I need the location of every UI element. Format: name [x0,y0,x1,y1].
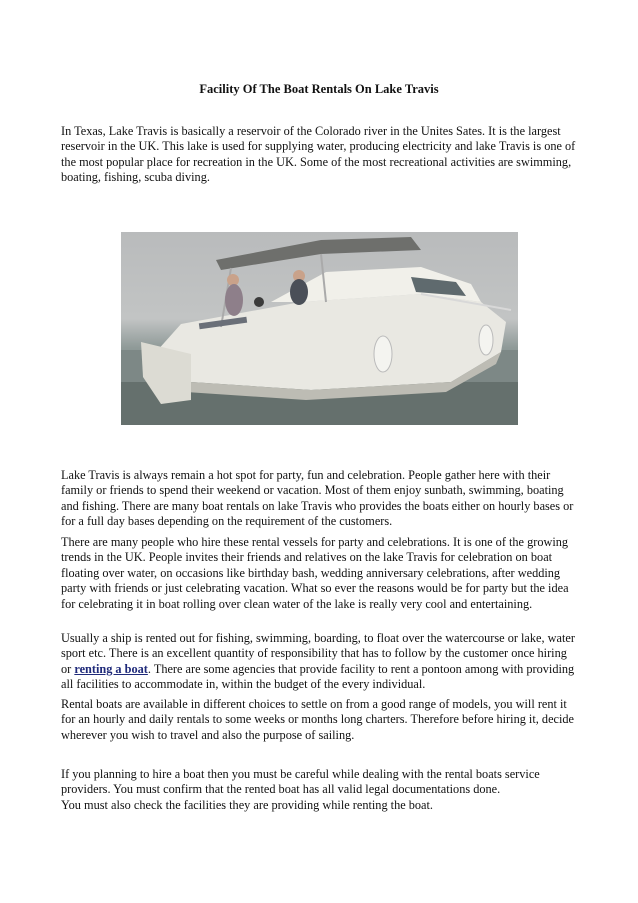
paragraph-text: . There are some agencies that provide facility to rent a pontoon among with providing all facilities to accommodate in, within the budget of the every individual. [61,661,575,692]
paragraph-choices: Rental boats are available in different choices to settle on from a good range of models, you will rent it for an hourly and daily rentals to some weeks or months long charters. Therefore before hiring it, decide wherever you wish to travel and also the purpose of sailing. [61,697,575,742]
boat-illustration [121,232,518,425]
renting-a-boat-link[interactable]: renting a boat [74,661,148,676]
paragraph-text: Usually a ship is rented out for fishing, swimming, boarding, to float over the watercourse or lake, water sport etc. There is an excellent quantity of responsibility that has to follow by the customer once hiring or [61,631,575,676]
paragraph-hotspot: Lake Travis is always remain a hot spot for party, fun and celebration. People gather here with their family or friends to spend their weekend or vacation. Most of them enjoy sunbath, swimming, boating and fishing. There are many boat rentals on lake Travis who provides the boats either on hourly bases or for a full day bases depending on the requirement of the customers. [61,468,574,529]
paragraph-celebrations: There are many people who hire these rental vessels for party and celebrations. It is one of the growing trends in the UK. People invites their friends and relatives on the lake Travis for celebration on boat floating over water, on occasions like birthday bash, wedding anniversary celebrations, after wedding party with friends or just celebrating vacation. What so ever the reasons would be for party but the idea for celebrating it in boat rolling over clean water of the lake is really very cool and entertaining. [61,535,569,611]
paragraph-text: You must also check the facilities they are providing while renting the boat. [61,797,434,812]
page-title: Facility Of The Boat Rentals On Lake Travis [199,82,439,96]
paragraph-intro: In Texas, Lake Travis is basically a reservoir of the Colorado river in the Unites Sates. It is the largest reservoir in the UK. This lake is used for supplying water, producing electricity and lake Travis is one of the most popular place for recreation in the UK. Some of the most recreational activities are swimming, boating, fishing, scuba diving. [61,124,576,185]
paragraph-careful [61,767,579,813]
boat-photo [121,232,518,425]
paragraph-text: If you planning to hire a boat then you must be careful while dealing with the rental boats service providers. You must confirm that the rented boat has all valid legal documentations done. [61,767,540,797]
paragraph-responsibility [61,631,579,693]
